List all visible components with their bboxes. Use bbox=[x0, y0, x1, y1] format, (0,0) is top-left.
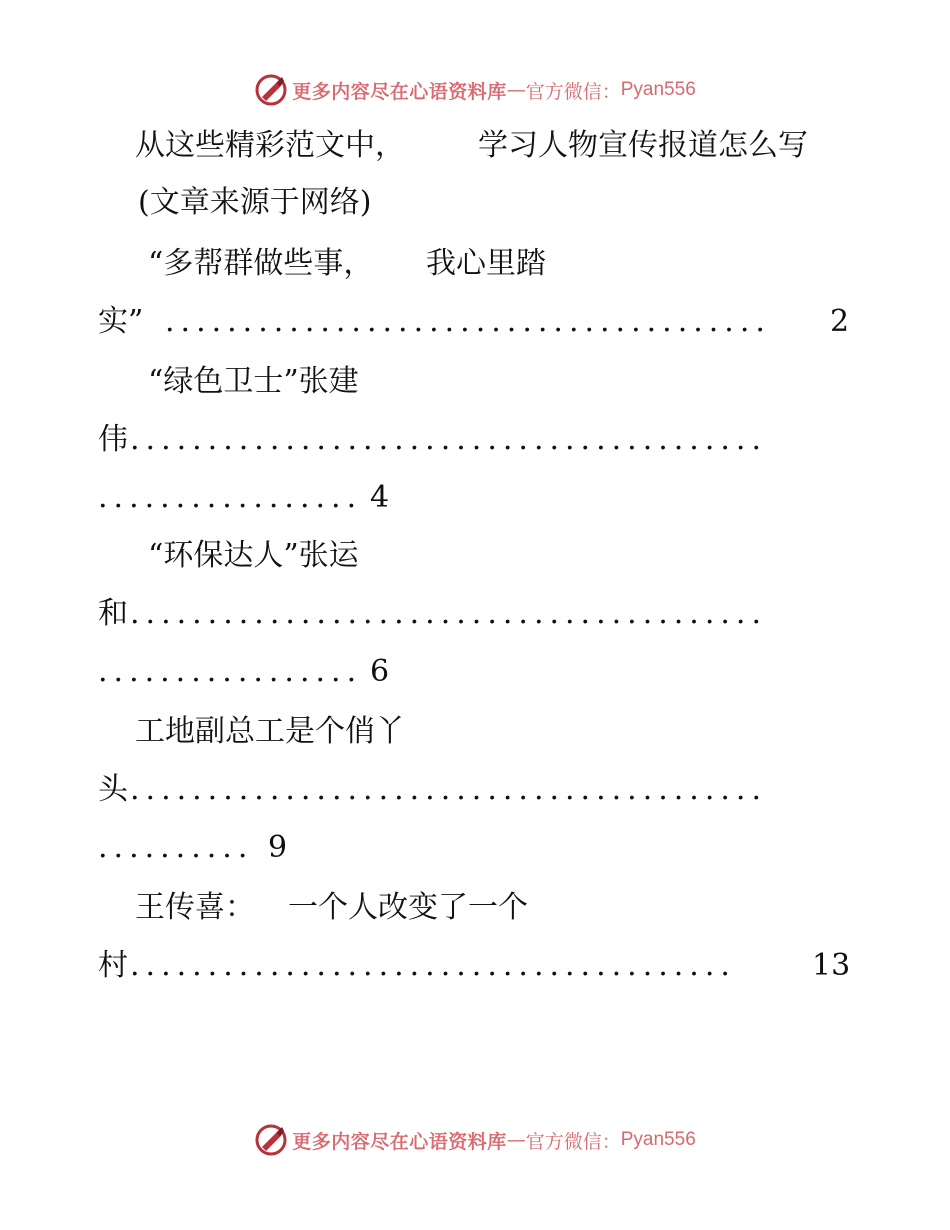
toc-item-5-page[interactable]: 13 bbox=[812, 948, 851, 983]
logo-icon bbox=[254, 73, 288, 107]
toc-item-5-leader: ....................................... bbox=[130, 948, 736, 983]
toc-item-1-page[interactable]: 2 bbox=[830, 304, 850, 339]
toc-item-2-page[interactable]: 4 bbox=[370, 480, 390, 515]
toc-item-3-title-a[interactable]: “环保达人”张运 bbox=[148, 538, 359, 573]
toc-item-4-page[interactable]: 9 bbox=[268, 830, 288, 865]
toc-item-3-leader-2: ................. bbox=[98, 654, 363, 689]
banner-wechat-id: Pyan556 bbox=[620, 1129, 696, 1150]
heading-line-1a: 从这些精彩范文中， bbox=[135, 128, 405, 163]
heading-line-2: (文章来源于网络) bbox=[138, 185, 372, 220]
toc-item-1-title-a[interactable]: “多帮群做些事， bbox=[148, 246, 374, 281]
toc-item-5-title-b[interactable]: 一个人改变了一个 bbox=[288, 890, 528, 925]
banner-official-text: 官方微信： bbox=[525, 80, 621, 103]
toc-item-5-title-cont[interactable]: 村 bbox=[98, 948, 128, 983]
toc-item-1-leader: ....................................... bbox=[165, 304, 771, 339]
toc-item-2-title-a[interactable]: “绿色卫士”张建 bbox=[148, 364, 359, 399]
logo-icon bbox=[254, 1123, 288, 1157]
banner-site-text: 更多内容尽在心语资料库 bbox=[292, 80, 507, 103]
toc-item-3-title-cont[interactable]: 和 bbox=[98, 596, 128, 631]
header-banner bbox=[0, 70, 950, 110]
toc-item-4-leader-1: ......................................... bbox=[130, 772, 767, 807]
toc-item-4-title-a[interactable]: 工地副总工是个俏丫 bbox=[135, 714, 405, 749]
toc-item-1-title-cont[interactable]: 实” bbox=[98, 304, 144, 339]
toc-item-3-page[interactable]: 6 bbox=[370, 654, 390, 689]
toc-item-1-title-b[interactable]: 我心里踏 bbox=[426, 246, 546, 281]
banner-separator: — bbox=[506, 1129, 526, 1151]
footer-banner bbox=[0, 1120, 950, 1160]
toc-item-3-leader-1: ......................................... bbox=[130, 596, 767, 631]
banner-official-text: 官方微信： bbox=[525, 1130, 621, 1153]
toc-item-2-leader-1: ......................................... bbox=[130, 422, 767, 457]
toc-item-4-leader-2: .......... bbox=[98, 830, 254, 865]
toc-item-4-title-cont[interactable]: 头 bbox=[98, 772, 128, 807]
heading-line-1b: 学习人物宣传报道怎么写 bbox=[478, 128, 808, 163]
banner-site-text: 更多内容尽在心语资料库 bbox=[292, 1130, 507, 1153]
toc-item-2-title-cont[interactable]: 伟 bbox=[98, 422, 128, 457]
banner-separator: — bbox=[506, 79, 526, 101]
banner-wechat-id: Pyan556 bbox=[620, 79, 696, 100]
toc-item-2-leader-2: ................. bbox=[98, 480, 363, 515]
toc-item-5-title-a[interactable]: 王传喜： bbox=[135, 890, 255, 925]
